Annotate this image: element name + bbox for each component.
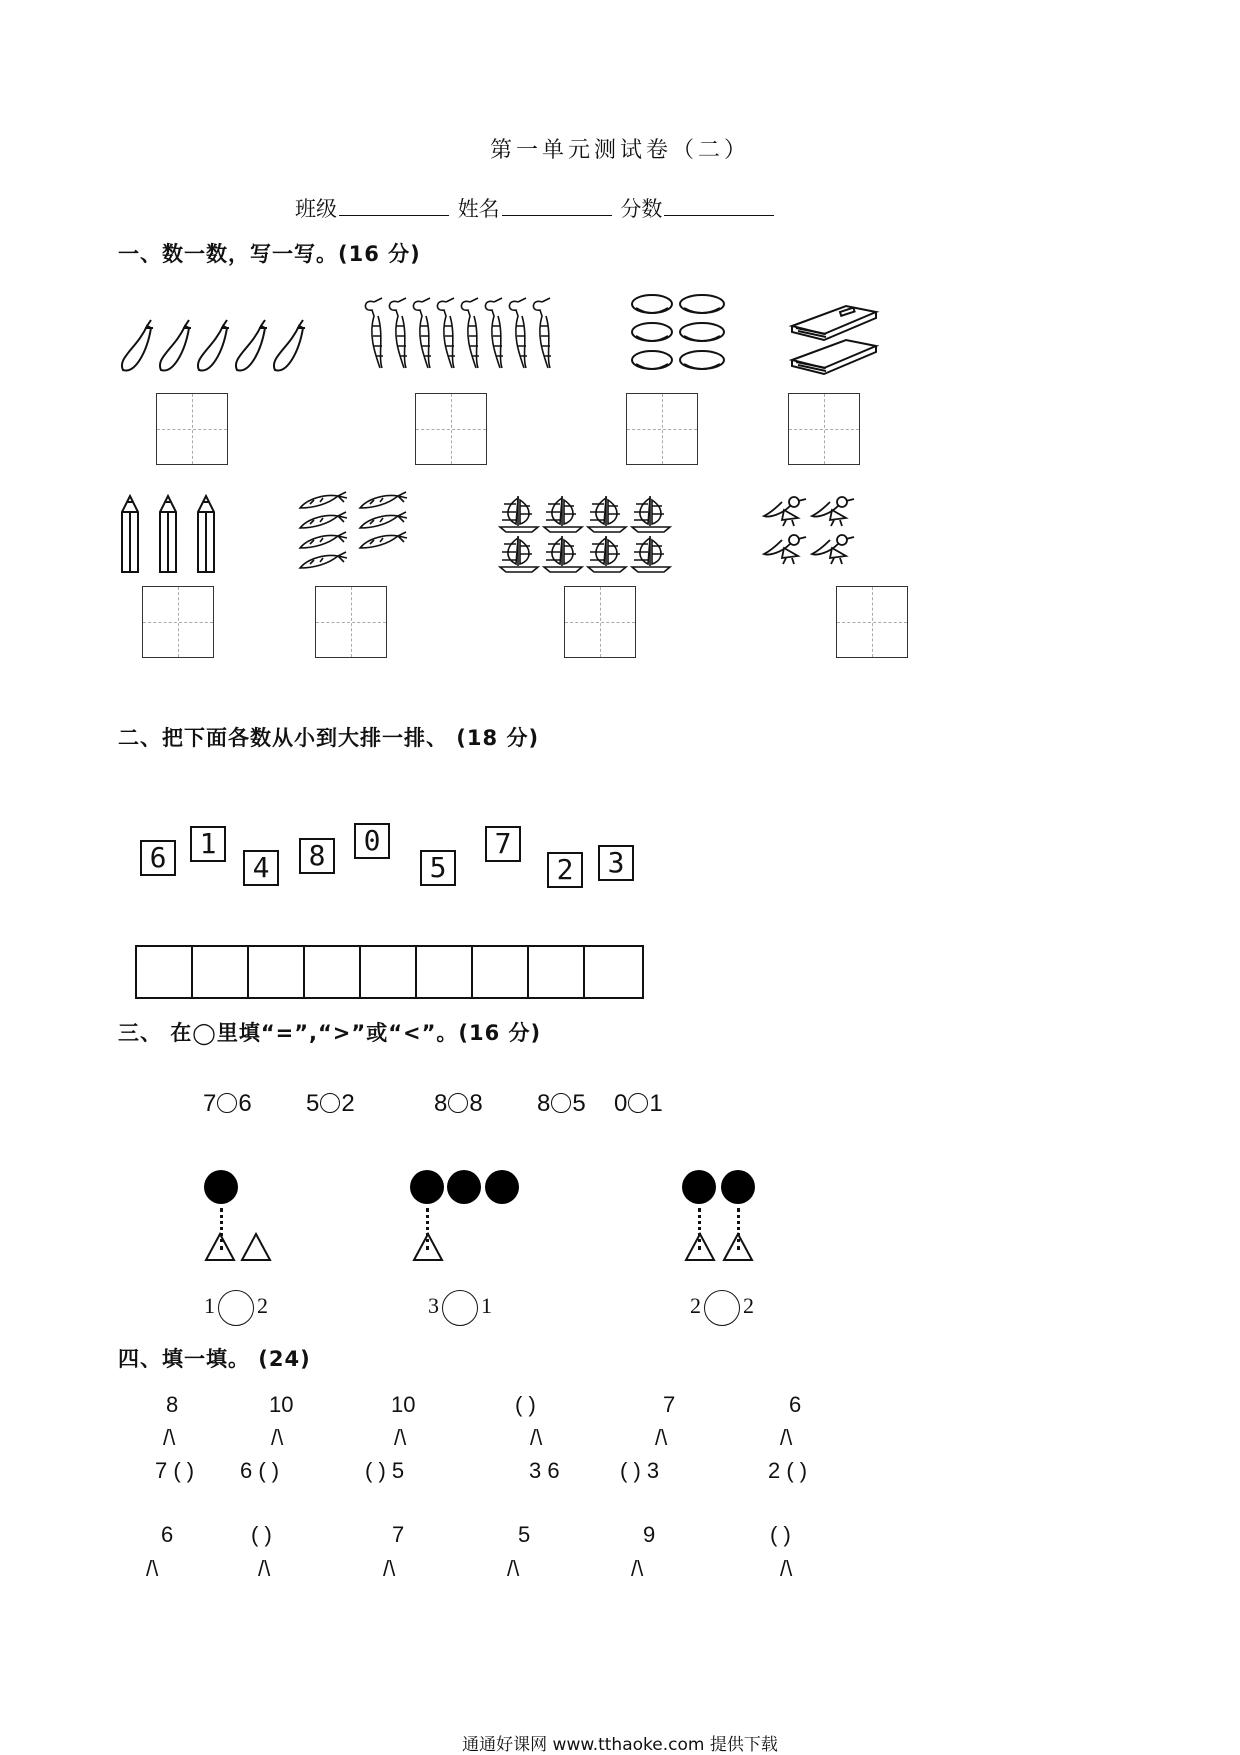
split-top-blank[interactable]: ( ) bbox=[515, 1392, 536, 1417]
bird-icon-group bbox=[762, 494, 858, 566]
footer-text: 通通好课网 www.tthaoke.com 提供下载 bbox=[462, 1735, 778, 1755]
comparison-item bbox=[306, 1090, 355, 1118]
answer-box-shrimp[interactable] bbox=[415, 393, 487, 465]
compare-circle[interactable] bbox=[551, 1093, 571, 1113]
black-dot-icon bbox=[447, 1170, 481, 1204]
carrot-icon-group bbox=[298, 490, 418, 574]
number-card: 7 bbox=[485, 826, 521, 862]
class-label: 班级 bbox=[295, 197, 337, 221]
split-mark: /\ bbox=[271, 1425, 284, 1450]
comparison-left: 5 bbox=[306, 1090, 320, 1117]
split-mark: /\ bbox=[146, 1556, 159, 1581]
ordering-answer-cell[interactable] bbox=[305, 947, 361, 997]
split-top-blank[interactable]: ( ) bbox=[770, 1522, 791, 1547]
pair-left: 3 bbox=[428, 1293, 439, 1319]
split-top: 8 bbox=[166, 1392, 179, 1417]
answer-box-plate[interactable] bbox=[626, 393, 698, 465]
answer-box-carrot[interactable] bbox=[315, 586, 387, 658]
split-top: 6 bbox=[161, 1522, 174, 1547]
split-top: 7 bbox=[392, 1522, 405, 1547]
triangle-icon bbox=[412, 1232, 446, 1262]
split-mark: /\ bbox=[631, 1556, 644, 1581]
split-mark: /\ bbox=[394, 1425, 407, 1450]
ordering-answer-cell[interactable] bbox=[137, 947, 193, 997]
split-bottom[interactable]: 2 ( ) bbox=[768, 1458, 808, 1483]
pair-left: 2 bbox=[690, 1293, 701, 1319]
split-mark: /\ bbox=[530, 1425, 543, 1450]
ordering-answer-cell[interactable] bbox=[585, 947, 642, 997]
split-top: 5 bbox=[518, 1522, 531, 1547]
number-card: 6 bbox=[140, 840, 176, 876]
number-card: 2 bbox=[547, 852, 583, 888]
comparison-right: 1 bbox=[649, 1090, 663, 1117]
number-card: 0 bbox=[354, 823, 390, 859]
split-mark: /\ bbox=[780, 1556, 793, 1581]
section2-heading: 二、把下面各数从小到大排一排、 (18 分) bbox=[118, 726, 540, 750]
name-label: 姓名 bbox=[457, 197, 500, 221]
pair-right: 2 bbox=[743, 1293, 754, 1319]
ordering-answer-cell[interactable] bbox=[417, 947, 473, 997]
pencil-icon-group bbox=[120, 494, 220, 574]
pair-right: 1 bbox=[481, 1293, 492, 1319]
name-field[interactable] bbox=[502, 197, 612, 216]
compare-circle[interactable] bbox=[448, 1093, 468, 1113]
shrimp-icon-group bbox=[364, 296, 574, 376]
number-card: 4 bbox=[243, 850, 279, 886]
compare-circle[interactable] bbox=[442, 1290, 478, 1326]
compare-circle[interactable] bbox=[628, 1093, 648, 1113]
comparison-right: 2 bbox=[341, 1090, 355, 1117]
split-top: 10 bbox=[269, 1392, 294, 1417]
number-card: 5 bbox=[420, 850, 456, 886]
split-mark: /\ bbox=[507, 1556, 520, 1581]
answer-box-eggplant[interactable] bbox=[156, 393, 228, 465]
answer-box-pencil[interactable] bbox=[142, 586, 214, 658]
black-dot-icon bbox=[682, 1170, 716, 1204]
plate-icon-group bbox=[630, 292, 730, 376]
compare-pair bbox=[690, 1290, 754, 1326]
split-top-blank[interactable]: ( ) bbox=[251, 1522, 272, 1547]
section4-heading: 四、填一填。 (24) bbox=[118, 1347, 311, 1371]
split-top: 7 bbox=[663, 1392, 676, 1417]
split-mark: /\ bbox=[258, 1556, 271, 1581]
split-bottom[interactable]: 6 ( ) bbox=[240, 1458, 280, 1483]
comparison-right: 6 bbox=[238, 1090, 252, 1117]
black-dot-icon bbox=[204, 1170, 238, 1204]
comparison-item bbox=[434, 1090, 483, 1118]
split-top: 9 bbox=[643, 1522, 656, 1547]
split-mark: /\ bbox=[383, 1556, 396, 1581]
score-label: 分数 bbox=[620, 197, 663, 221]
pair-left: 1 bbox=[204, 1293, 215, 1319]
page-title: 第一单元测试卷（二） bbox=[489, 138, 750, 163]
comparison-right: 5 bbox=[572, 1090, 586, 1117]
compare-pair bbox=[428, 1290, 492, 1326]
comparison-left: 7 bbox=[203, 1090, 217, 1117]
comparison-item bbox=[537, 1090, 586, 1118]
split-mark: /\ bbox=[655, 1425, 668, 1450]
section1-heading: 一、数一数，写一写。(16 分) bbox=[118, 242, 421, 266]
split-bottom[interactable]: ( ) 3 bbox=[620, 1458, 660, 1483]
split-bottom[interactable]: ( ) 5 bbox=[365, 1458, 405, 1483]
section3-heading: 三、 在◯里填“=”,“>”或“<”。(16 分) bbox=[118, 1021, 542, 1045]
compare-circle[interactable] bbox=[320, 1093, 340, 1113]
ordering-answer-cell[interactable] bbox=[193, 947, 249, 997]
comparison-item bbox=[203, 1090, 252, 1118]
comparison-left: 8 bbox=[434, 1090, 448, 1117]
number-card: 8 bbox=[299, 838, 335, 874]
compare-circle[interactable] bbox=[704, 1290, 740, 1326]
ordering-answer-row bbox=[135, 945, 644, 999]
answer-box-sailboat[interactable] bbox=[564, 586, 636, 658]
comparison-right: 8 bbox=[469, 1090, 483, 1117]
split-mark: /\ bbox=[163, 1425, 176, 1450]
eggplant-icon-group bbox=[117, 318, 307, 378]
triangle-icon-group bbox=[204, 1232, 272, 1262]
compare-pair bbox=[204, 1290, 268, 1326]
split-bottom: 3 6 bbox=[529, 1458, 560, 1483]
split-mark: /\ bbox=[780, 1425, 793, 1450]
student-info bbox=[295, 193, 776, 223]
comparison-item bbox=[614, 1090, 663, 1118]
ordering-answer-cell[interactable] bbox=[529, 947, 585, 997]
compare-circle[interactable] bbox=[218, 1290, 254, 1326]
black-dot-icon bbox=[721, 1170, 755, 1204]
ordering-answer-cell[interactable] bbox=[249, 947, 305, 997]
answer-box-bird[interactable] bbox=[836, 586, 908, 658]
triangle-icon-group bbox=[684, 1232, 756, 1262]
answer-box-book[interactable] bbox=[788, 393, 860, 465]
ordering-answer-cell[interactable] bbox=[473, 947, 529, 997]
split-bottom[interactable]: 7 ( ) bbox=[155, 1458, 195, 1483]
ordering-answer-cell[interactable] bbox=[361, 947, 417, 997]
black-dot-icon bbox=[485, 1170, 519, 1204]
comparison-left: 0 bbox=[614, 1090, 628, 1117]
pair-right: 2 bbox=[257, 1293, 268, 1319]
split-top: 10 bbox=[391, 1392, 416, 1417]
number-card: 3 bbox=[598, 845, 634, 881]
class-field[interactable] bbox=[339, 197, 449, 216]
score-field[interactable] bbox=[664, 197, 774, 216]
number-card: 1 bbox=[190, 826, 226, 862]
split-top: 6 bbox=[789, 1392, 802, 1417]
comparison-left: 8 bbox=[537, 1090, 551, 1117]
compare-circle[interactable] bbox=[217, 1093, 237, 1113]
book-icon-group bbox=[790, 302, 880, 374]
black-dot-icon bbox=[410, 1170, 444, 1204]
sailboat-icon-group bbox=[498, 494, 680, 574]
